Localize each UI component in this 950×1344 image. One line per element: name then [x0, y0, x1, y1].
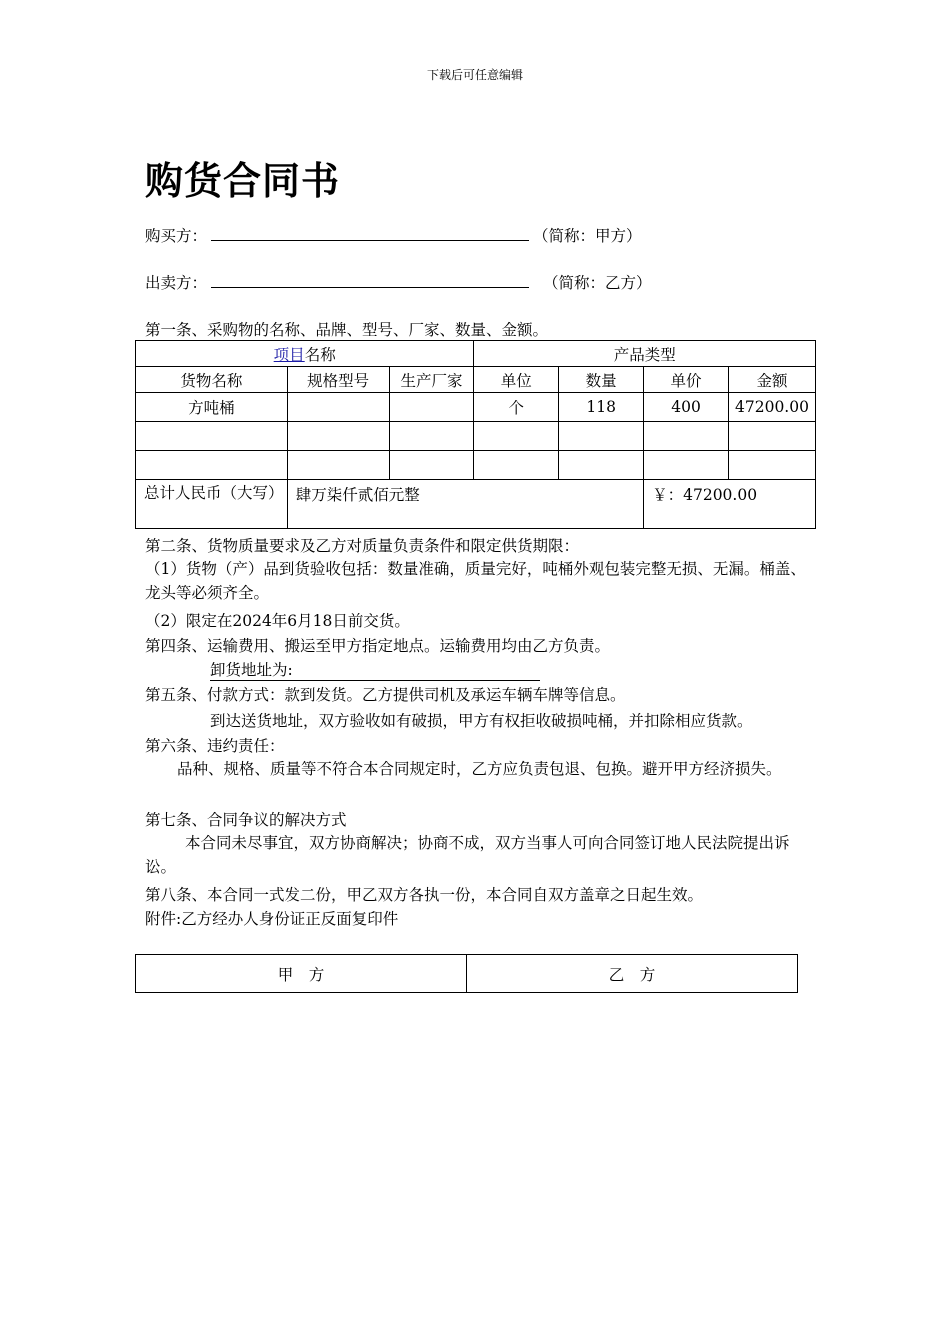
clause-2-1: （1）货物（产）品到货验收包括：数量准确，质量完好，吨桶外观包装完整无损、无漏。桶盖、龙头等必须齐全。: [145, 560, 806, 602]
clause-2-2: （2）限定在2024年6月18日前交货。: [145, 612, 410, 630]
table-cell: [644, 451, 729, 480]
table-total-row: [136, 480, 816, 529]
project-link[interactable]: 项目: [273, 345, 305, 364]
buyer-line: [145, 224, 642, 246]
table-cell: [389, 422, 474, 451]
seller-line: [145, 271, 652, 293]
header-cell: 规格型号: [287, 367, 389, 393]
article-5: 第五条、付款方式：款到发货。乙方提供司机及承运车辆车牌等信息。: [145, 686, 626, 704]
table-cell: [559, 422, 644, 451]
unload-address: [210, 658, 540, 681]
seller-suffix: （简称：乙方）: [543, 274, 652, 292]
header-cell: 货物名称: [136, 367, 288, 393]
article-7-detail: 本合同未尽事宜，双方协商解决；协商不成，双方当事人可向合同签订地人民法院提出诉讼。: [145, 834, 790, 876]
table-row: [136, 393, 816, 422]
seller-label: 出卖方：: [145, 274, 208, 292]
unload-address-text: 卸货地址为:: [210, 658, 540, 681]
article-1: 第一条、采购物的名称、品牌、型号、厂家、数量、金额。: [145, 321, 549, 339]
table-cell: [389, 393, 474, 422]
header-cell: 生产厂家: [389, 367, 474, 393]
article-2: 第二条、货物质量要求及乙方对质量负责条件和限定供货期限：: [145, 537, 580, 555]
party-b-cell: 乙 方: [467, 955, 798, 993]
signature-table: [135, 954, 798, 993]
group-project-name-text: 名称: [304, 345, 336, 364]
article-4: 第四条、运输费用、搬运至甲方指定地点。运输费用均由乙方负责。: [145, 637, 611, 655]
article-6: 第六条、违约责任：: [145, 737, 285, 755]
table-cell: [136, 422, 288, 451]
header-cell: 单位: [474, 367, 559, 393]
header-note: 下载后可任意编辑: [426, 68, 523, 82]
table-cell: [389, 451, 474, 480]
table-cell: [728, 451, 815, 480]
group-project-name: [136, 341, 474, 367]
signature-row: [136, 955, 798, 993]
header-cell: 数量: [559, 367, 644, 393]
table-cell: [559, 451, 644, 480]
header-cell: 单价: [644, 367, 729, 393]
table-cell: 118: [559, 393, 644, 422]
table-cell: [287, 422, 389, 451]
table-cell: [644, 422, 729, 451]
table-cell: [287, 451, 389, 480]
table-row: [136, 451, 816, 480]
article-6-detail: 品种、规格、质量等不符合本合同规定时，乙方应负责包退、包换。避开甲方经济损失。: [177, 760, 782, 778]
total-label: 总计人民币（大写）: [136, 480, 288, 529]
table-cell: 47200.00: [728, 393, 815, 422]
article-5-detail: 到达送货地址，双方验收如有破损，甲方有权拒收破损吨桶，并扣除相应货款。: [210, 712, 753, 730]
table-cell: [474, 451, 559, 480]
goods-table: [135, 340, 816, 529]
table-group-row: [136, 341, 816, 367]
table-cell: 400: [644, 393, 729, 422]
seller-blank[interactable]: [211, 273, 529, 288]
total-words: 肆万柒仟贰佰元整: [287, 480, 643, 529]
table-cell: [474, 422, 559, 451]
group-product-type: 产品类型: [474, 341, 816, 367]
attachment: 附件:乙方经办人身份证正反面复印件: [145, 910, 399, 928]
article-7: 第七条、合同争议的解决方式: [145, 811, 347, 829]
table-cell: [287, 393, 389, 422]
total-amount: ￥：47200.00: [644, 480, 816, 529]
header-cell: 金额: [728, 367, 815, 393]
table-header-row: [136, 367, 816, 393]
buyer-label: 购买方：: [145, 227, 208, 245]
table-cell: [728, 422, 815, 451]
table-cell: 个: [474, 393, 559, 422]
party-a-cell: 甲 方: [136, 955, 467, 993]
article-8: 第八条、本合同一式发二份，甲乙双方各执一份，本合同自双方盖章之日起生效。: [145, 886, 704, 904]
table-cell: [136, 451, 288, 480]
document-title: 购货合同书: [145, 159, 341, 203]
table-row: [136, 422, 816, 451]
buyer-suffix: （简称：甲方）: [533, 227, 642, 245]
table-cell: 方吨桶: [136, 393, 288, 422]
buyer-blank[interactable]: [211, 226, 529, 241]
